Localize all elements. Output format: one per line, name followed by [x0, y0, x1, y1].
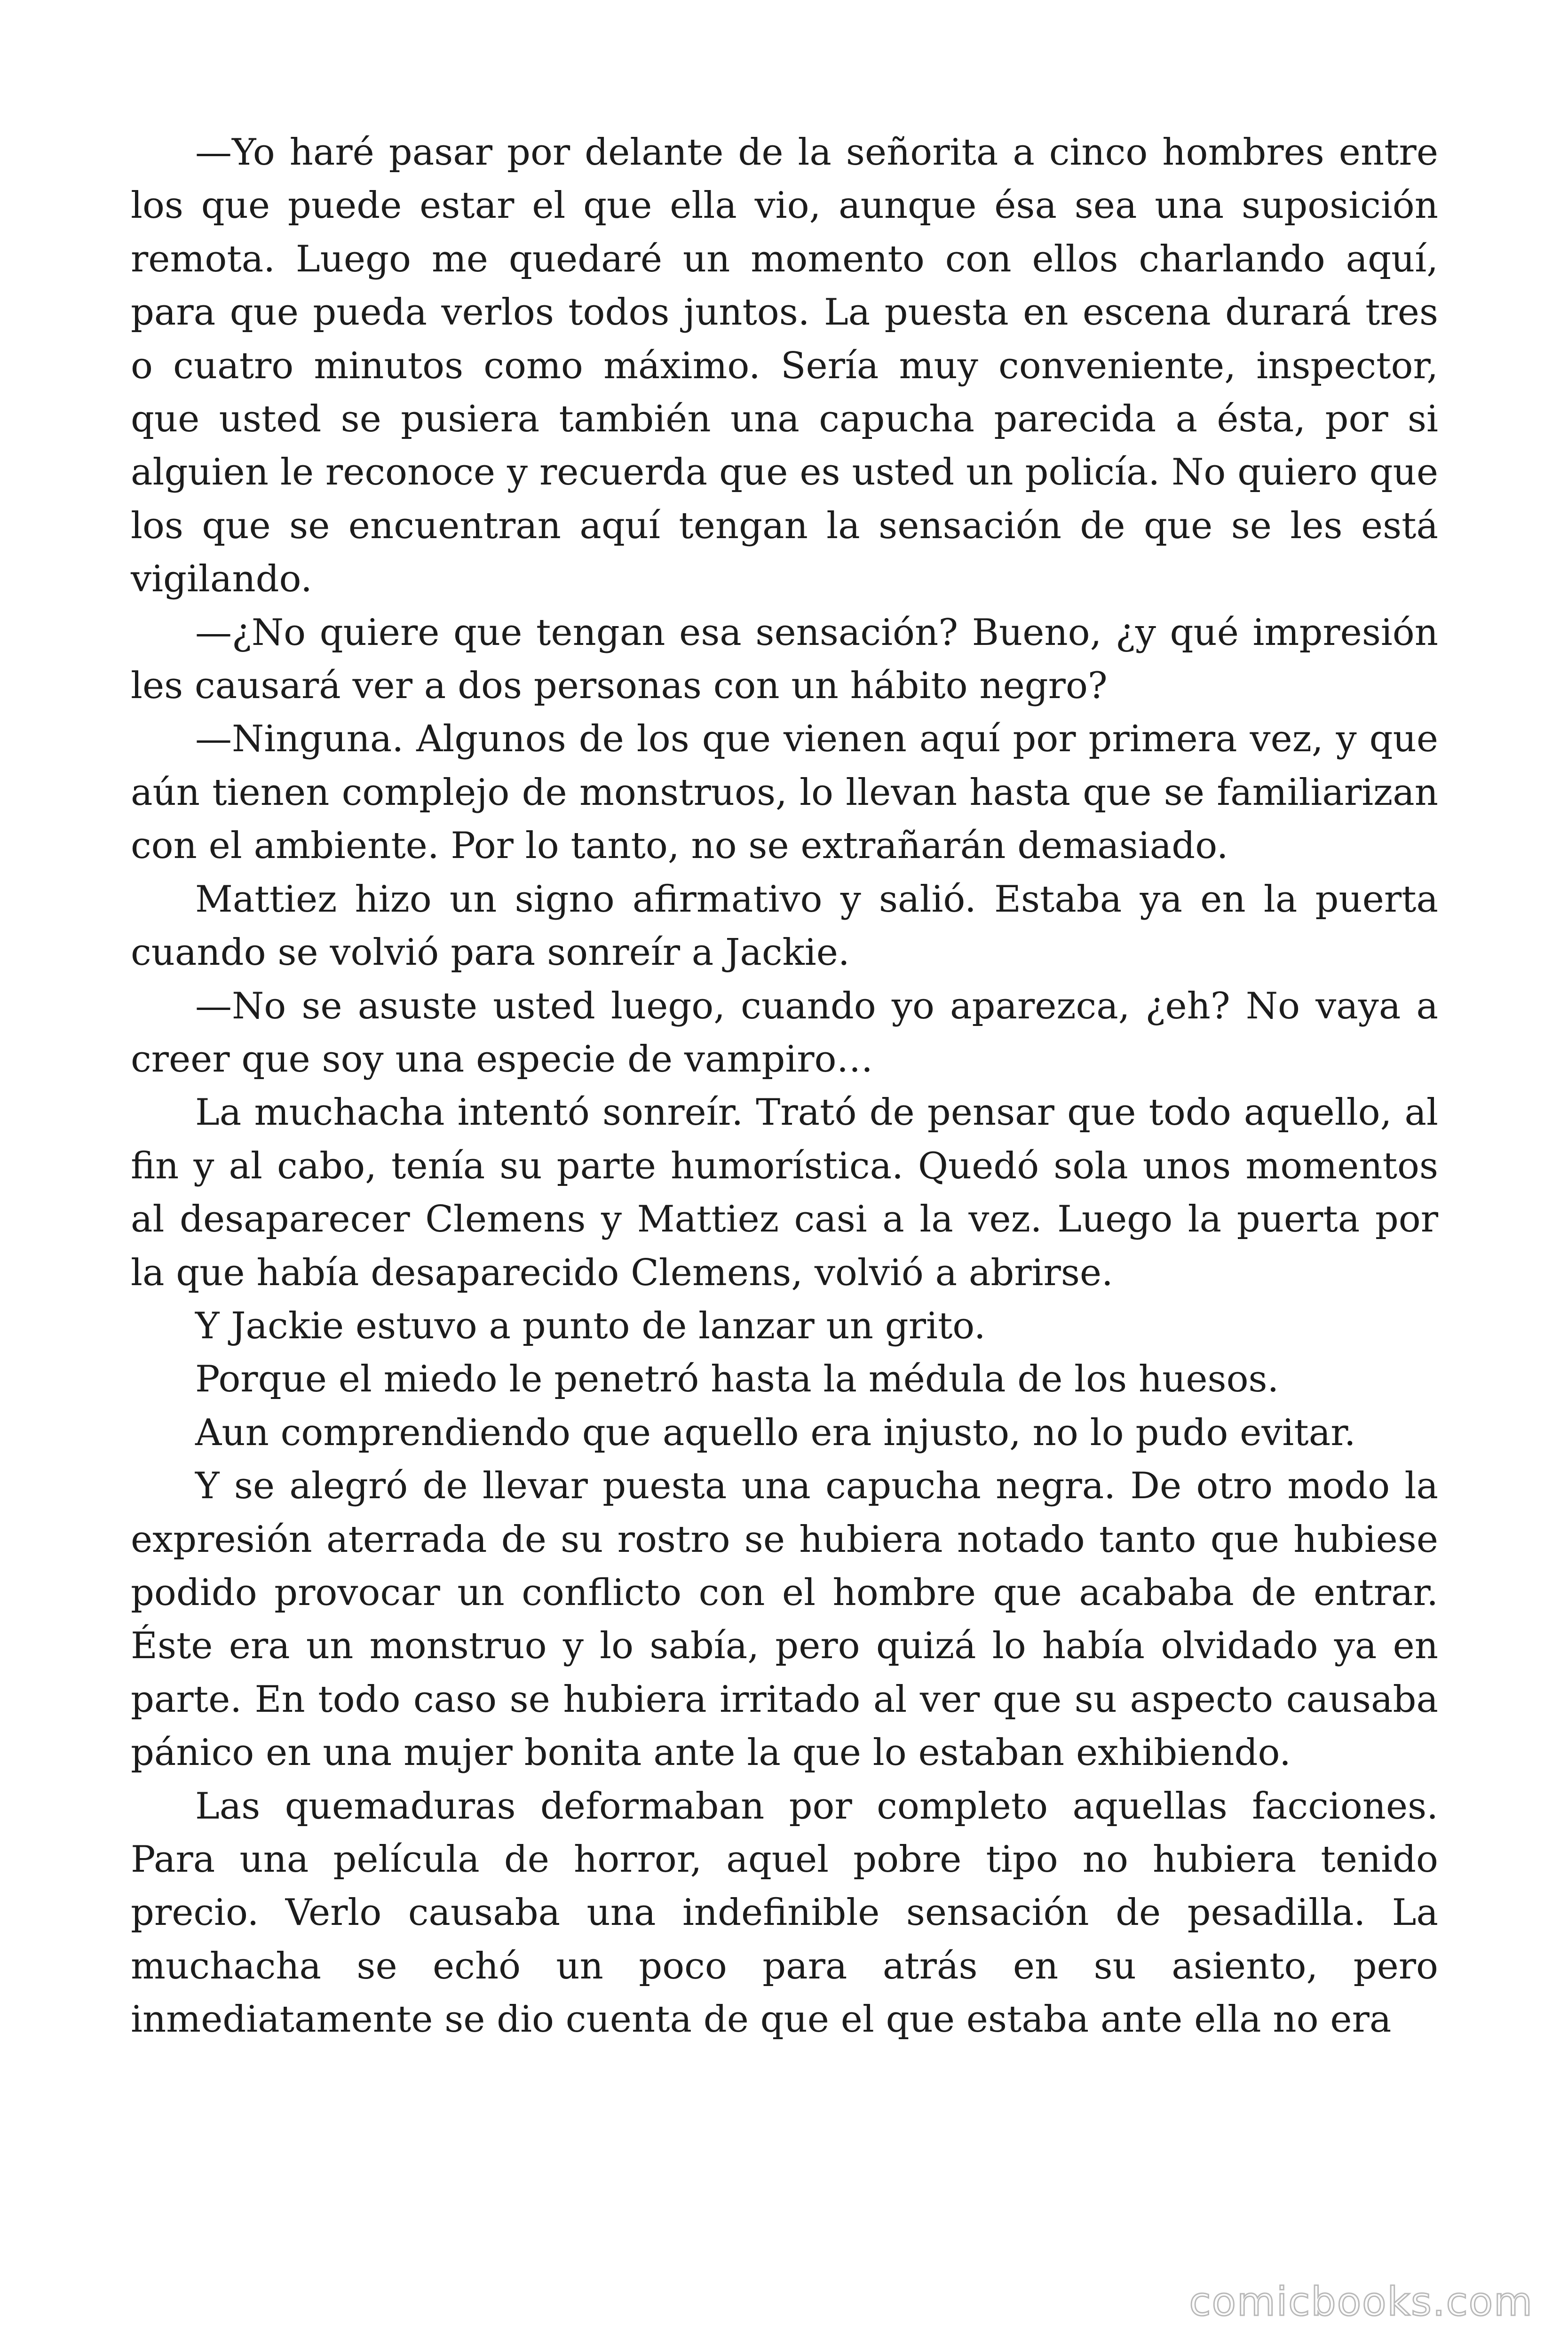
paragraph: Mattiez hizo un signo afirmativo y salió. Estaba ya en la puerta cuando se volvió para sonreír a Jackie.	[131, 878, 1438, 974]
paragraph: —No se asuste usted luego, cuando yo aparezca, ¿eh? No vaya a creer que soy una especie de vampiro…	[131, 985, 1438, 1081]
paragraph: Aun comprendiendo que aquello era injusto, no lo pudo evitar.	[195, 1411, 1356, 1454]
paragraph: —Yo haré pasar por delante de la señorita a cinco hombres entre los que puede estar el que ella vio, aunque ésa sea una suposición remota. Luego me quedaré un momento con ellos charlando aquí, para que pueda verlos todos juntos. La puesta en escena durará tres o cuatro minutos como máximo. Sería muy conveniente, inspector, que usted se pusiera también una capucha parecida a ésta, por si alguien le reconoce y recuerda que es usted un policía. No quiero que los que se encuentran aquí tengan la sensación de que se les está vigilando.	[131, 131, 1438, 601]
paragraph: —¿No quiere que tengan esa sensación? Bueno, ¿y qué impresión les causará ver a dos personas con un hábito negro?	[131, 611, 1438, 707]
paragraph: La muchacha intentó sonreír. Trató de pensar que todo aquello, al fin y al cabo, tenía su parte humorística. Quedó sola unos momentos al desaparecer Clemens y Mattiez casi a la vez. Luego la puerta por la que había desaparecido Clemens, volvió a abrirse.	[131, 1091, 1438, 1294]
paragraph: Y se alegró de llevar puesta una capucha negra. De otro modo la expresión aterrada de su rostro se hubiera notado tanto que hubiese podido provocar un conflicto con el hombre que acababa de entrar. Éste era un monstruo y lo sabía, pero quizá lo había olvidado ya en parte. En todo caso se hubiera irritado al ver que su aspecto causaba pánico en una mujer bonita ante la que lo estaban exhibiendo.	[131, 1465, 1438, 1774]
paragraph: Las quemaduras deformaban por completo aquellas facciones. Para una película de horror, aquel pobre tipo no hubiera tenido precio. Verlo causaba una indefinible sensación de pesadilla. La muchacha se echó un poco para atrás en su asiento, pero inmediatamente se dio cuenta de que el que estaba ante ella no era	[131, 1785, 1438, 2041]
page-body	[131, 126, 1438, 2047]
paragraph: —Ninguna. Algunos de los que vienen aquí por primera vez, y que aún tienen complejo de monstruos, lo llevan hasta que se familiarizan con el ambiente. Por lo tanto, no se extrañarán demasiado.	[131, 718, 1438, 867]
watermark-logo: comicbooks.com	[1189, 2279, 1533, 2325]
paragraph: Porque el miedo le penetró hasta la médula de los huesos.	[195, 1358, 1279, 1401]
paragraph: Y Jackie estuvo a punto de lanzar un grito.	[195, 1304, 986, 1347]
